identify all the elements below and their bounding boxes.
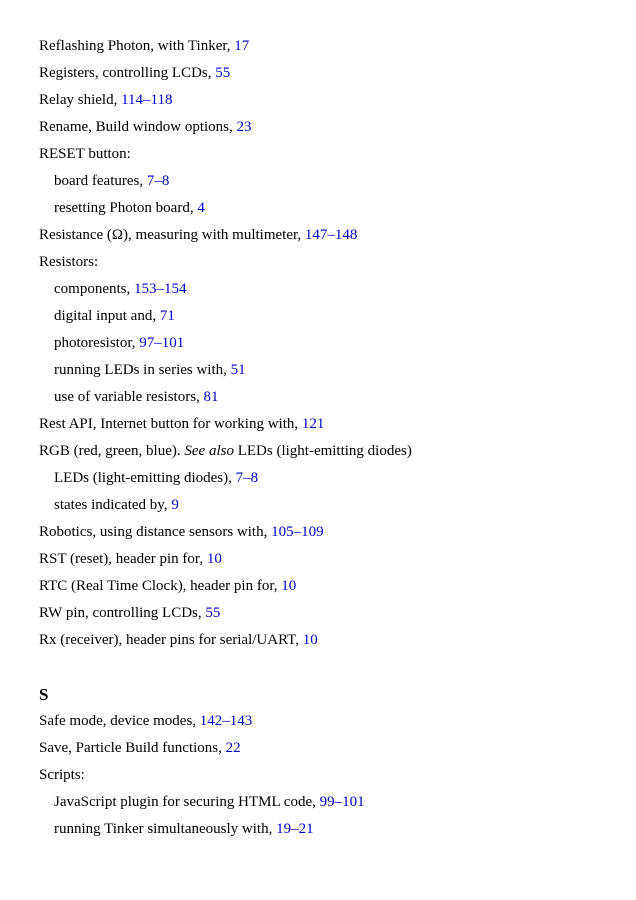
index-term: board features, [54,173,147,189]
index-entries-bottom [39,711,626,846]
page-reference-link[interactable]: 153–154 [134,281,187,297]
page-reference-link[interactable]: 19–21 [276,821,314,837]
index-subentry [39,333,626,360]
index-entry [39,414,626,441]
index-entry [39,252,626,279]
index-subentry [39,468,626,495]
index-term: Rename, Build window options, [39,119,237,135]
see-also-label: See also [184,443,234,459]
index-subentry [39,387,626,414]
index-term: running Tinker simultaneously with, [54,821,277,837]
index-term: photoresistor, [54,335,140,351]
index-subentry [39,306,626,333]
index-term: Save, Particle Build functions, [39,740,226,756]
index-term: Safe mode, device modes, [39,713,200,729]
page-reference-link[interactable]: 142–143 [199,713,253,729]
index-term: Resistors: [39,254,99,270]
index-subentry [39,171,626,198]
page-reference-link[interactable]: 4 [197,200,205,216]
page-reference-link[interactable]: 9 [171,497,179,513]
index-subentry [39,198,626,225]
index-term: Reflashing Photon, with Tinker, [39,38,235,54]
index-term: Resistance (Ω), measuring with multimeter, [39,227,305,243]
page-reference-link[interactable]: 10 [206,551,222,567]
index-term: JavaScript plugin for securing HTML code, [54,794,320,810]
index-entry [39,63,626,90]
page-reference-link[interactable]: 97–101 [139,335,185,351]
index-entry [39,549,626,576]
index-term: Relay shield, [39,92,122,108]
index-entry [39,711,626,738]
index-term: Rest API, Internet button for working with, [39,416,302,432]
page-reference-link[interactable]: 71 [159,308,175,324]
page-reference-link[interactable]: 147–148 [304,227,358,243]
index-term: Scripts: [39,767,85,783]
index-subentry [39,360,626,387]
index-entry [39,144,626,171]
index-term: Registers, controlling LCDs, [39,65,216,81]
page-reference-link[interactable]: 23 [236,119,252,135]
index-entry [39,225,626,252]
index-term: components, [54,281,134,297]
index-subentry [39,279,626,306]
index-entry [39,603,626,630]
page-reference-link[interactable]: 55 [205,605,221,621]
page-reference-link[interactable]: 7–8 [146,173,170,189]
section-letter-heading: S [39,685,49,704]
page-reference-link[interactable]: 99–101 [319,794,365,810]
index-subentry [39,792,626,819]
index-term: digital input and, [54,308,160,324]
index-entry [39,522,626,549]
index-entry [39,630,626,657]
index-entry [39,576,626,603]
index-term: running LEDs in series with, [54,362,231,378]
index-entry [39,765,626,792]
index-term: RESET button: [39,146,131,162]
page-reference-link[interactable]: 55 [215,65,231,81]
index-term: RGB (red, green, blue). [39,443,185,459]
page-reference-link[interactable]: 105–109 [271,524,324,540]
index-term: Rx (receiver), header pins for serial/UART, [39,632,303,648]
index-entry [39,36,626,63]
page-reference-link[interactable]: 10 [302,632,318,648]
index-term: use of variable resistors, [54,389,204,405]
index-entry [39,441,626,468]
index-term: RW pin, controlling LCDs, [39,605,206,621]
index-subentry [39,495,626,522]
index-term: RST (reset), header pin for, [39,551,207,567]
page-reference-link[interactable]: 7–8 [235,470,259,486]
index-term: states indicated by, [54,497,172,513]
page-reference-link[interactable]: 81 [203,389,219,405]
page-reference-link[interactable]: 51 [230,362,246,378]
index-term: LEDs (light-emitting diodes), [54,470,236,486]
index-entry [39,117,626,144]
index-entry [39,738,626,765]
page-reference-link[interactable]: 121 [301,416,325,432]
index-term: RTC (Real Time Clock), header pin for, [39,578,282,594]
index-entries-top [39,36,626,657]
index-page [39,36,626,846]
see-also-target: LEDs (light-emitting diodes) [233,443,412,459]
index-subentry [39,819,626,846]
page-reference-link[interactable]: 114–118 [121,92,173,108]
page-reference-link[interactable]: 17 [234,38,250,54]
index-entry [39,90,626,117]
page-reference-link[interactable]: 10 [281,578,297,594]
index-term: resetting Photon board, [54,200,198,216]
page-reference-link[interactable]: 22 [225,740,241,756]
index-term: Robotics, using distance sensors with, [39,524,272,540]
